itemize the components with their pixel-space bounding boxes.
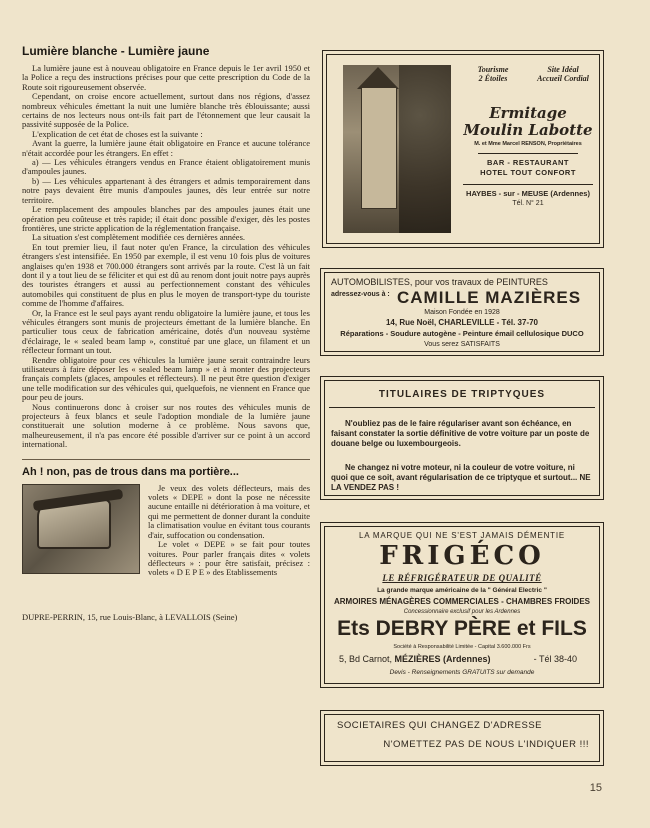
hotel-rating-row-2 bbox=[463, 74, 593, 83]
rule bbox=[329, 407, 595, 408]
article-paragraph: Avant la guerre, la lumière jaune était obligatoire en France et aucune tolérance n'était accordée pour les étrangers. En effet : bbox=[22, 138, 310, 158]
article-paragraph: Le remplacement des ampoules blanches par des ampoules jaunes était une opération peu coûteuse et très rapide; il était donc possible d'exiger, dès les postes frontières, une stricte application de la réglementation française. bbox=[22, 204, 310, 233]
hotel-phone: Tél. N° 21 bbox=[512, 200, 544, 207]
paint-address: 14, Rue Noël, CHARLEVILLE - Tél. 37-70 bbox=[385, 318, 539, 327]
article2-title: Ah ! non, pas de trous dans ma portière... bbox=[22, 465, 239, 478]
left-column bbox=[22, 44, 310, 624]
frigeco-ad bbox=[320, 522, 604, 688]
hotel-town: HAYBES - sur - MEUSE (Ardennes) bbox=[466, 189, 590, 198]
article-paragraph: a) — Les véhicules étrangers vendus en France étaient obligatoirement munis d'ampoules jaunes. bbox=[22, 157, 310, 177]
hotel-site: Site Idéal bbox=[547, 65, 579, 74]
article-paragraph: La lumière jaune est à nouveau obligatoire en France depuis le 1er avril 1950 et la Police a reçu des instructions précises pour que cette prescription du Code de la Route soit rigoureusement observée. bbox=[22, 63, 310, 92]
frigeco-line: La grande marque américaine de la " Général Electric " bbox=[377, 587, 547, 594]
article-paragraph: b) — Les véhicules appartenant à des étrangers et admis temporairement dans notre pays devaient être munis d'ampoules jaunes, dès leur entrée sur notre territoire. bbox=[22, 175, 310, 205]
dealer-street: 5, Bd Carnot, bbox=[339, 654, 393, 664]
frigeco-brand: FRIGÉCO bbox=[379, 541, 545, 571]
paint-services: Réparations - Soudure autogène - Peinture émail cellulosique DUCO bbox=[340, 329, 584, 338]
paint-address-to: adressez-vous à : bbox=[331, 291, 390, 298]
hotel-services-2: HOTEL TOUT CONFORT bbox=[480, 168, 576, 177]
hotel-services bbox=[463, 158, 593, 178]
paint-headline: AUTOMOBILISTES, pour vos travaux de PEINTURES bbox=[331, 277, 548, 287]
page-number: 15 bbox=[589, 782, 602, 794]
triptyques-paragraph: N'oubliez pas de le faire régulariser avant son échéance, en faisant constater la sortie définitive de votre voiture par un poste de douane belge ou luxembourgeois. bbox=[331, 419, 590, 448]
paint-closing: Vous serez SATISFAITS bbox=[424, 341, 500, 348]
hotel-owner: M. et Mme Marcel RENSON, Propriétaires bbox=[474, 141, 582, 147]
hotel-name-line2: Moulin Labotte bbox=[463, 121, 593, 139]
article2-footer: DUPRE-PERRIN, 15, rue Louis-Blanc, à LEVALLOIS (Seine) bbox=[22, 611, 238, 622]
triptyques-paragraph: Ne changez ni votre moteur, ni la couleur de votre voiture, ni quoi que ce soit, avant régularisation de ce triptyque et surtout... NE LA VENDEZ PAS ! bbox=[331, 463, 591, 492]
address-change-line1: SOCIETAIRES QUI CHANGEZ D'ADRESSE bbox=[337, 720, 543, 731]
hotel-tower bbox=[361, 87, 397, 209]
dealer-closing: Devis - Renseignements GRATUITS sur demande bbox=[389, 669, 535, 676]
paint-ad bbox=[320, 268, 604, 356]
hotel-ad bbox=[322, 50, 604, 248]
article-paragraph: L'explication de cet état de choses est la suivante : bbox=[32, 128, 203, 139]
hotel-photo bbox=[343, 65, 451, 233]
triptyques-title: TITULAIRES DE TRIPTYQUES bbox=[378, 389, 546, 400]
article-title: Lumière blanche - Lumière jaune bbox=[22, 44, 210, 58]
article-body bbox=[22, 64, 310, 450]
address-change-notice bbox=[320, 710, 604, 766]
dealer-address bbox=[339, 654, 491, 664]
hotel-tourism: Tourisme bbox=[477, 65, 509, 74]
hotel-welcome: Accueil Cordial bbox=[537, 74, 589, 83]
address-change-line2: N'OMETTEZ PAS DE NOUS L'INDIQUER !!! bbox=[383, 739, 589, 750]
hotel-name-line1: Ermitage bbox=[489, 104, 567, 122]
hotel-stars: 2 Étoiles bbox=[478, 74, 508, 83]
rule bbox=[478, 153, 578, 154]
article2-paragraph: Je veux des volets déflecteurs, mais des volets « DEPE » dont la pose ne nécessite aucune entaille ni détérioration à ma voiture, et qui me permettent de donner durant la conduite la climatisation voulue en évitant tous courants d'air, suffocation ou condensation. bbox=[148, 482, 310, 540]
hotel-ad-text bbox=[463, 65, 593, 207]
paint-brand: CAMILLE MAZIÈRES bbox=[397, 288, 582, 307]
frigeco-subtitle: LE RÉFRIGÉRATEUR DE QUALITÉ bbox=[382, 573, 542, 583]
article2-paragraph: Le volet « DEPE » se fait pour toutes voitures. Pour parler français dites « volets déflecteurs » : pour être satisfait, précisez : volets « D E P E » des Etablissements bbox=[148, 539, 310, 578]
divider bbox=[22, 459, 310, 460]
article-paragraph: En tout premier lieu, il faut noter qu'en France, la circulation des véhicules étrangers s'est intensifiée. En 1950 par exemple, il est venu 10 fois plus de voitures anglaises qu'en 1938 et 700.000 étrangers sont arrivés par la route. C'est là un fait dont il y a tout lieu de se féliciter et qui est dû au renom dont jouit notre pays auprès des touristes étrangers et aussi au perfectionnement constant des véhicules automobiles qui constituent de plus en plus le moyen de transport-type du touriste comme de l'homme d'affaires. bbox=[22, 241, 310, 309]
dealer-phone: - Tél 38-40 bbox=[533, 654, 577, 664]
frigeco-products: ARMOIRES MÉNAGÈRES COMMERCIALES - CHAMBRES FROIDES bbox=[333, 597, 590, 606]
dealer-town: MÉZIÈRES (Ardennes) bbox=[394, 654, 491, 664]
article-paragraph: Nous continuerons donc à croiser sur nos routes des véhicules munis de projecteurs à feux blancs et seule l'adoption mondiale de la lumière jaune constituerait une solution moderne à ce problème. Nous savons que, malheureusement, il n'a pas encore été possible d'arriver sur ce point à un accord international. bbox=[22, 401, 310, 450]
article-paragraph: La situation s'est complètement modifiée ces dernières années. bbox=[32, 232, 246, 243]
article2-body bbox=[148, 484, 310, 578]
hotel-services-1: BAR - RESTAURANT bbox=[486, 158, 570, 167]
dealer-name: Ets DEBRY PÈRE et FILS bbox=[337, 617, 587, 640]
hotel-rating-row bbox=[463, 65, 593, 74]
rule bbox=[463, 184, 593, 185]
article-paragraph: Rendre obligatoire pour ces véhicules la lumière jaune serait contraindre leurs utilisateurs à faire déposer les « sealed beam lamp » et à monter des projecteurs français complets (glaces, ampoules et réflecteurs). Il ne peut être question d'exiger une telle modification sur des véhicules qui, quelquefois, ne viennent en France que pour peu de jours. bbox=[22, 354, 310, 403]
frigeco-concession: Concessionnaire exclusif pour les Ardennes bbox=[403, 609, 521, 615]
article2 bbox=[22, 484, 310, 624]
frigeco-tagline: LA MARQUE QUI NE S'EST JAMAIS DÉMENTIE bbox=[358, 531, 566, 540]
tower-roof bbox=[357, 67, 399, 89]
car-door-photo bbox=[22, 484, 140, 574]
paint-founded: Maison Fondée en 1928 bbox=[424, 309, 500, 316]
triptyques-notice bbox=[320, 376, 604, 500]
dealer-company: Société à Responsabilité Limitée - Capital 3.600.000 Frs bbox=[393, 644, 531, 650]
hotel-name bbox=[463, 105, 593, 139]
article-paragraph: Or, la France est le seul pays ayant rendu obligatoire la lumière jaune, et tous les véhicules étrangers sont munis de projecteurs émettant de la lumière blanche. En particulier tous ceux de fabrication américaine, dotés d'un nouveau système d'éclairage, le « sealed beam lamp », constitué par une glace, un filament et un réflecteur formant un tout. bbox=[22, 307, 310, 356]
article-paragraph: Cependant, on croise encore actuellement, surtout dans nos régions, d'assez nombreux véhicules émettant la nuit une lumière blanche très éblouissante; aussi certains de nos lecteurs nous ont-ils fait part de l'étonnement que leur causait la passivité supposée de la Police. bbox=[22, 91, 310, 130]
trees bbox=[399, 65, 451, 233]
